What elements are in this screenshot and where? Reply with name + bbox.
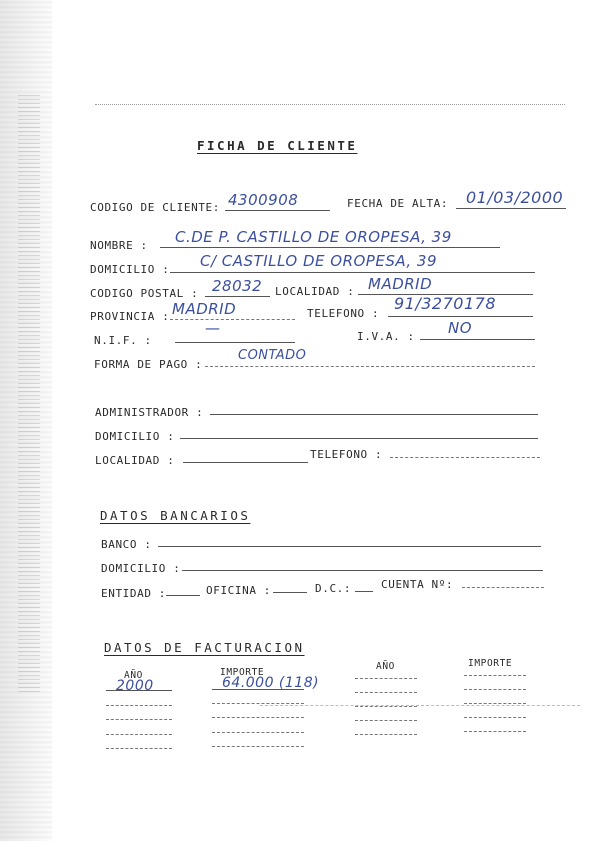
billing-row-line bbox=[464, 717, 526, 718]
localidad-value: MADRID bbox=[368, 275, 433, 293]
domicilio-value: C/ CASTILLO DE OROPESA, 39 bbox=[200, 252, 438, 270]
top-border-dots bbox=[95, 104, 565, 105]
fecha-alta-label: FECHA DE ALTA: bbox=[347, 197, 449, 210]
billing-row-line bbox=[464, 703, 526, 704]
admin-localidad-line bbox=[183, 462, 308, 463]
telefono-line bbox=[388, 316, 533, 317]
fecha-alta-line bbox=[456, 208, 566, 209]
entidad-label: ENTIDAD : bbox=[101, 587, 167, 600]
billing-row-line bbox=[106, 705, 172, 706]
admin-domicilio-label: DOMICILIO : bbox=[95, 430, 175, 443]
iva-line bbox=[420, 339, 535, 340]
billing-col-year-1: AÑO bbox=[124, 670, 143, 681]
fecha-alta-value: 01/03/2000 bbox=[466, 188, 564, 207]
cuenta-line bbox=[462, 587, 544, 588]
codigo-postal-value: 28032 bbox=[212, 277, 263, 295]
billing-row-line bbox=[106, 719, 172, 720]
forma-pago-label: FORMA DE PAGO : bbox=[94, 358, 203, 371]
billing-row-line bbox=[355, 692, 417, 693]
nombre-line bbox=[160, 247, 500, 248]
codigo-postal-label: CODIGO POSTAL : bbox=[90, 287, 199, 300]
provincia-line bbox=[170, 319, 295, 320]
billing-row-line bbox=[464, 675, 526, 676]
billing-row-line bbox=[464, 731, 526, 732]
billing-col-year-2: AÑO bbox=[376, 661, 395, 672]
billing-row-line bbox=[106, 690, 172, 691]
provincia-value: MADRID bbox=[172, 300, 237, 318]
bank-domicilio-line bbox=[182, 570, 543, 571]
banco-label: BANCO : bbox=[101, 538, 152, 551]
billing-row-line bbox=[355, 706, 417, 707]
billing-row-line bbox=[212, 732, 304, 733]
nif-label: N.I.F. : bbox=[94, 334, 152, 347]
domicilio-label: DOMICILIO : bbox=[90, 263, 170, 276]
nif-line bbox=[175, 342, 295, 343]
billing-row-line bbox=[212, 689, 304, 690]
forma-pago-value: CONTADO bbox=[238, 348, 307, 363]
billing-row-line bbox=[106, 734, 172, 735]
billing-col-amount-1: IMPORTE bbox=[220, 667, 265, 678]
codigo-cliente-value: 4300908 bbox=[228, 191, 299, 209]
dc-label: D.C.: bbox=[315, 582, 352, 595]
cuenta-label: CUENTA Nº: bbox=[381, 578, 454, 591]
codigo-postal-line bbox=[205, 296, 270, 297]
iva-value: NO bbox=[448, 319, 473, 337]
localidad-label: LOCALIDAD : bbox=[275, 285, 355, 298]
oficina-label: OFICINA : bbox=[206, 584, 272, 597]
iva-label: I.V.A. : bbox=[357, 330, 415, 343]
codigo-cliente-label: CODIGO DE CLIENTE: bbox=[90, 201, 221, 214]
nombre-label: NOMBRE : bbox=[90, 239, 148, 252]
entidad-line bbox=[166, 595, 200, 596]
admin-localidad-label: LOCALIDAD : bbox=[95, 454, 175, 467]
telefono-label: TELEFONO : bbox=[307, 307, 380, 320]
scan-noise-line bbox=[260, 705, 580, 706]
form-title: FICHA DE CLIENTE bbox=[197, 138, 358, 153]
billing-col-amount-2: IMPORTE bbox=[468, 658, 513, 669]
banco-line bbox=[158, 546, 541, 547]
codigo-cliente-line bbox=[225, 210, 330, 211]
domicilio-line bbox=[170, 272, 535, 273]
nombre-value: C.DE P. CASTILLO DE OROPESA, 39 bbox=[175, 228, 452, 246]
billing-row-line bbox=[212, 703, 304, 704]
billing-row-line bbox=[355, 734, 417, 735]
bank-section-title: DATOS BANCARIOS bbox=[100, 508, 251, 523]
billing-entry-year: 2000 bbox=[116, 678, 154, 694]
billing-row-line bbox=[355, 678, 417, 679]
dc-line bbox=[355, 591, 373, 592]
scan-artifact bbox=[18, 95, 40, 695]
forma-pago-line bbox=[205, 366, 535, 367]
billing-row-line bbox=[464, 689, 526, 690]
billing-row-line bbox=[212, 717, 304, 718]
billing-section-title: DATOS DE FACTURACION bbox=[104, 640, 305, 655]
nif-value: — bbox=[205, 319, 221, 337]
admin-domicilio-line bbox=[180, 438, 538, 439]
admin-telefono-line bbox=[390, 457, 540, 458]
billing-row-line bbox=[355, 720, 417, 721]
billing-row-line bbox=[212, 746, 304, 747]
administrador-line bbox=[210, 414, 538, 415]
bank-domicilio-label: DOMICILIO : bbox=[101, 562, 181, 575]
provincia-label: PROVINCIA : bbox=[90, 310, 170, 323]
admin-telefono-label: TELEFONO : bbox=[310, 448, 383, 461]
telefono-value: 91/3270178 bbox=[394, 294, 497, 313]
billing-row-line bbox=[106, 748, 172, 749]
oficina-line bbox=[273, 592, 307, 593]
administrador-label: ADMINISTRADOR : bbox=[95, 406, 204, 419]
billing-entry-amount: 64.000 (118) bbox=[222, 675, 320, 691]
